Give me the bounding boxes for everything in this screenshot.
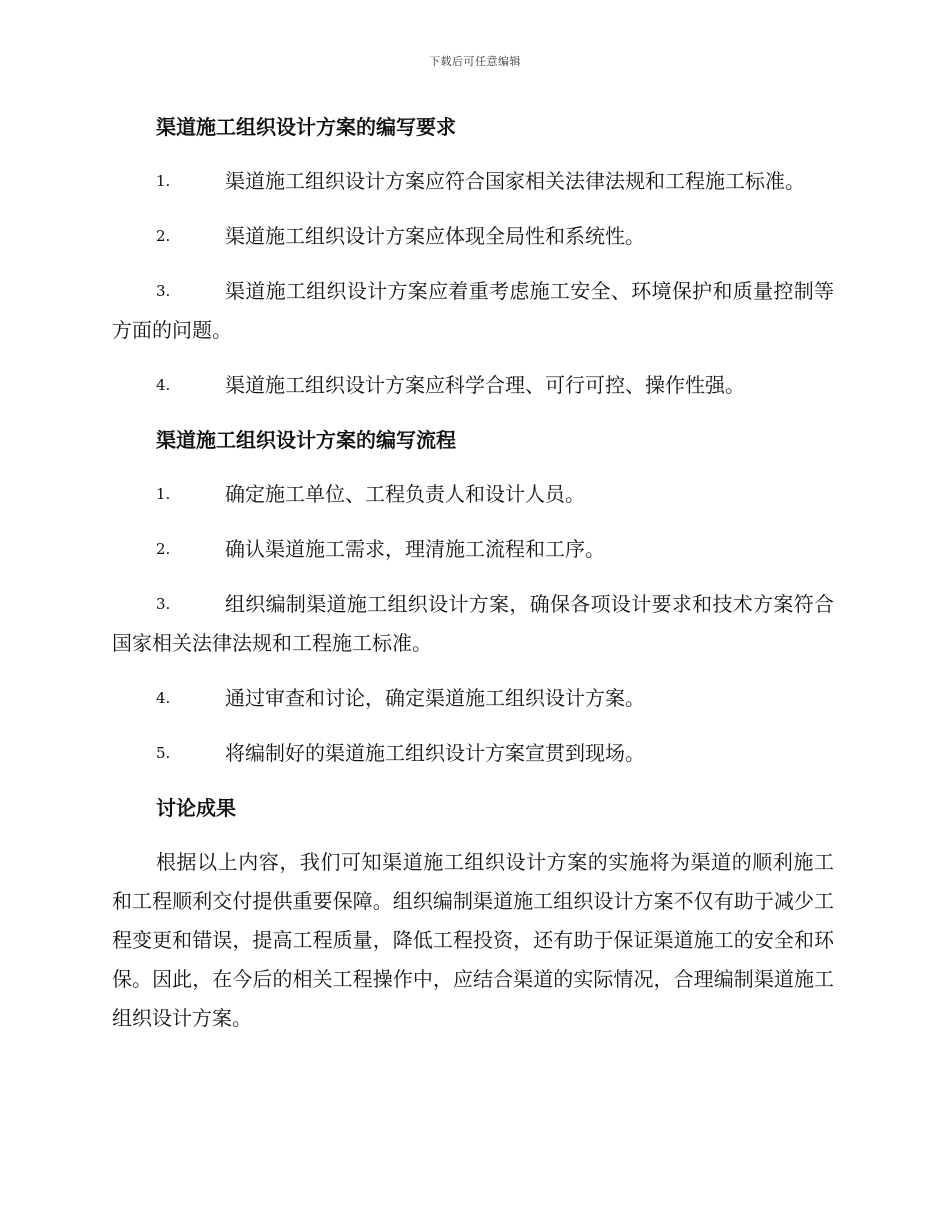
document-body xyxy=(112,108,834,1038)
list-item-number: 4. xyxy=(156,376,171,394)
list-item-number: 3. xyxy=(156,595,171,613)
results-paragraph: 根据以上内容，我们可知渠道施工组织设计方案的实施将为渠道的顺利施工和工程顺利交付提供重要保障。组织编制渠道施工组织设计方案不仅有助于减少工程变更和错误，提高工程质量，降低工程投资，还有助于保证渠道施工的安全和环保。因此，在今后的相关工程操作中，应结合渠道的实际情况，合理编制渠道施工组织设计方案。 xyxy=(112,850,834,1030)
list-item-number: 3. xyxy=(156,282,171,300)
list-item-text: 将编制好的渠道施工组织设计方案宣贯到现场。 xyxy=(225,741,645,765)
list-item xyxy=(112,217,834,256)
list-item xyxy=(112,475,834,514)
list-item-text: 确定施工单位、工程负责人和设计人员。 xyxy=(225,482,585,506)
section-heading-requirements: 渠道施工组织设计方案的编写要求 xyxy=(156,115,456,139)
list-item-text: 渠道施工组织设计方案应科学合理、可行可控、操作性强。 xyxy=(225,373,745,397)
list-item-text: 组织编制渠道施工组织设计方案，确保各项设计要求和技术方案符合国家相关法律法规和工程施工标准。 xyxy=(112,592,834,655)
section-heading-process: 渠道施工组织设计方案的编写流程 xyxy=(156,428,456,452)
list-item xyxy=(112,679,834,718)
list-item-text: 渠道施工组织设计方案应符合国家相关法律法规和工程施工标准。 xyxy=(225,169,805,193)
list-item xyxy=(112,530,834,569)
list-item-text: 渠道施工组织设计方案应体现全局性和系统性。 xyxy=(225,224,645,248)
list-item xyxy=(112,366,834,405)
page-header-note: 下载后可任意编辑 xyxy=(429,55,521,68)
list-item xyxy=(112,585,834,663)
list-item-number: 1. xyxy=(156,485,171,503)
list-item xyxy=(112,272,834,350)
list-item-number: 2. xyxy=(156,540,171,558)
list-item-number: 4. xyxy=(156,689,171,707)
list-item xyxy=(112,734,834,773)
list-item-number: 1. xyxy=(156,172,171,190)
section-heading-results: 讨论成果 xyxy=(156,796,236,820)
list-item-text: 渠道施工组织设计方案应着重考虑施工安全、环境保护和质量控制等方面的问题。 xyxy=(112,279,834,342)
list-item xyxy=(112,162,834,201)
list-item-text: 确认渠道施工需求，理清施工流程和工序。 xyxy=(225,537,605,561)
list-item-text: 通过审查和讨论，确定渠道施工组织设计方案。 xyxy=(225,686,645,710)
list-item-number: 5. xyxy=(156,744,171,762)
list-item-number: 2. xyxy=(156,227,171,245)
